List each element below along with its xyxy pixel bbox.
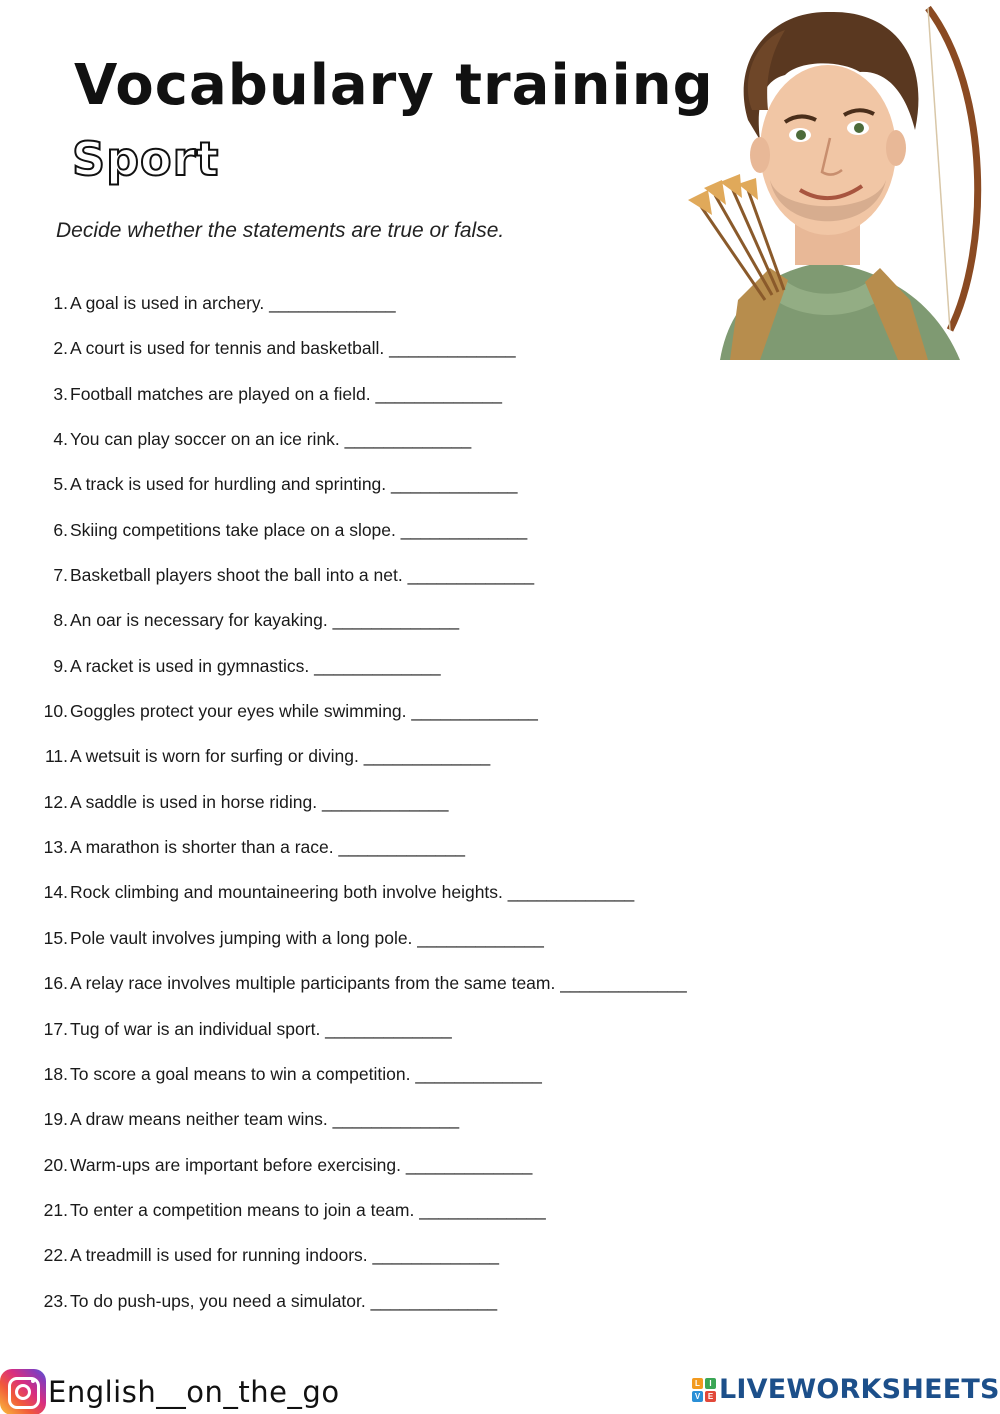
statement-number: 12. (43, 791, 68, 812)
statement-number: 16. (43, 973, 68, 994)
statement-number: 19. (43, 1109, 68, 1130)
statement-text: A track is used for hurdling and sprinting. _____________ (70, 474, 518, 495)
statement-number: 5. (53, 474, 68, 495)
statement-text: A marathon is shorter than a race. _____________ (70, 837, 465, 858)
instruction-text: Decide whether the statements are true or false. (56, 219, 505, 242)
statement-number: 22. (43, 1245, 68, 1266)
statement-number: 18. (43, 1063, 68, 1084)
statement-number: 6. (53, 519, 68, 540)
statement-text: To enter a competition means to join a team. _____________ (70, 1199, 546, 1220)
statement-text: You can play soccer on an ice rink. _____________ (70, 429, 472, 450)
statement-text: Basketball players shoot the ball into a net. _____________ (70, 565, 535, 586)
statement-number: 20. (43, 1154, 68, 1175)
statement-number: 13. (43, 837, 68, 858)
statement-number: 23. (43, 1290, 68, 1311)
statement-number: 9. (53, 655, 68, 676)
statement-number: 8. (53, 610, 68, 631)
page-title: Vocabulary training (74, 53, 714, 118)
statement-number: 17. (43, 1018, 68, 1039)
statement-text: A racket is used in gymnastics. _____________ (70, 655, 441, 676)
statement-text: A court is used for tennis and basketball. _____________ (70, 338, 516, 359)
archer-portrait-illustration (660, 0, 990, 360)
statement-text: Warm-ups are important before exercising. _____________ (70, 1154, 533, 1175)
statement-text: Goggles protect your eyes while swimming. _____________ (70, 701, 538, 722)
liveworksheets-brand[interactable] (692, 1374, 1000, 1405)
statement-number: 10. (43, 701, 68, 722)
statement-text: Tug of war is an individual sport. _____________ (70, 1018, 452, 1039)
statement-text: Rock climbing and mountaineering both involve heights. _____________ (70, 882, 635, 903)
statement-number: 4. (53, 429, 68, 450)
statement-number: 1. (53, 293, 68, 313)
statement-text: A goal is used in archery. _____________ (70, 293, 396, 313)
statement-number: 15. (43, 927, 68, 948)
statement-number: 2. (53, 338, 68, 359)
statement-text: A draw means neither team wins. _____________ (70, 1109, 460, 1130)
statement-number: 21. (43, 1199, 68, 1220)
statement-text: A relay race involves multiple participants from the same team. _____________ (70, 973, 687, 994)
statement-text: Skiing competitions take place on a slope. _____________ (70, 519, 528, 540)
instagram-handle[interactable] (0, 1368, 340, 1414)
statement-text: An oar is necessary for kayaking. _____________ (70, 610, 460, 631)
statement-number: 11. (44, 746, 68, 767)
statement-number: 7. (53, 565, 68, 586)
statement-text: Football matches are played on a field. _____________ (70, 383, 502, 404)
instagram-icon (0, 1369, 46, 1414)
statement-text: Pole vault involves jumping with a long pole. _____________ (70, 927, 544, 948)
statement-text: A treadmill is used for running indoors. _____________ (70, 1245, 500, 1266)
statement-text: A wetsuit is worn for surfing or diving. _____________ (70, 746, 491, 767)
page-subtitle: Sport (72, 132, 220, 186)
statement-text: A saddle is used in horse riding. _____________ (70, 791, 449, 812)
statement-text: To do push-ups, you need a simulator. _____________ (70, 1290, 498, 1311)
statement-number: 14. (43, 882, 68, 903)
statement-text: To score a goal means to win a competition. _____________ (70, 1063, 542, 1084)
liveworksheets-logo-icon: L I V E (692, 1378, 716, 1402)
liveworksheets-text: LIVEWORKSHEETS (719, 1374, 1000, 1405)
statement-number: 3. (53, 383, 68, 404)
handle-text: English__on_the_go (48, 1375, 340, 1409)
